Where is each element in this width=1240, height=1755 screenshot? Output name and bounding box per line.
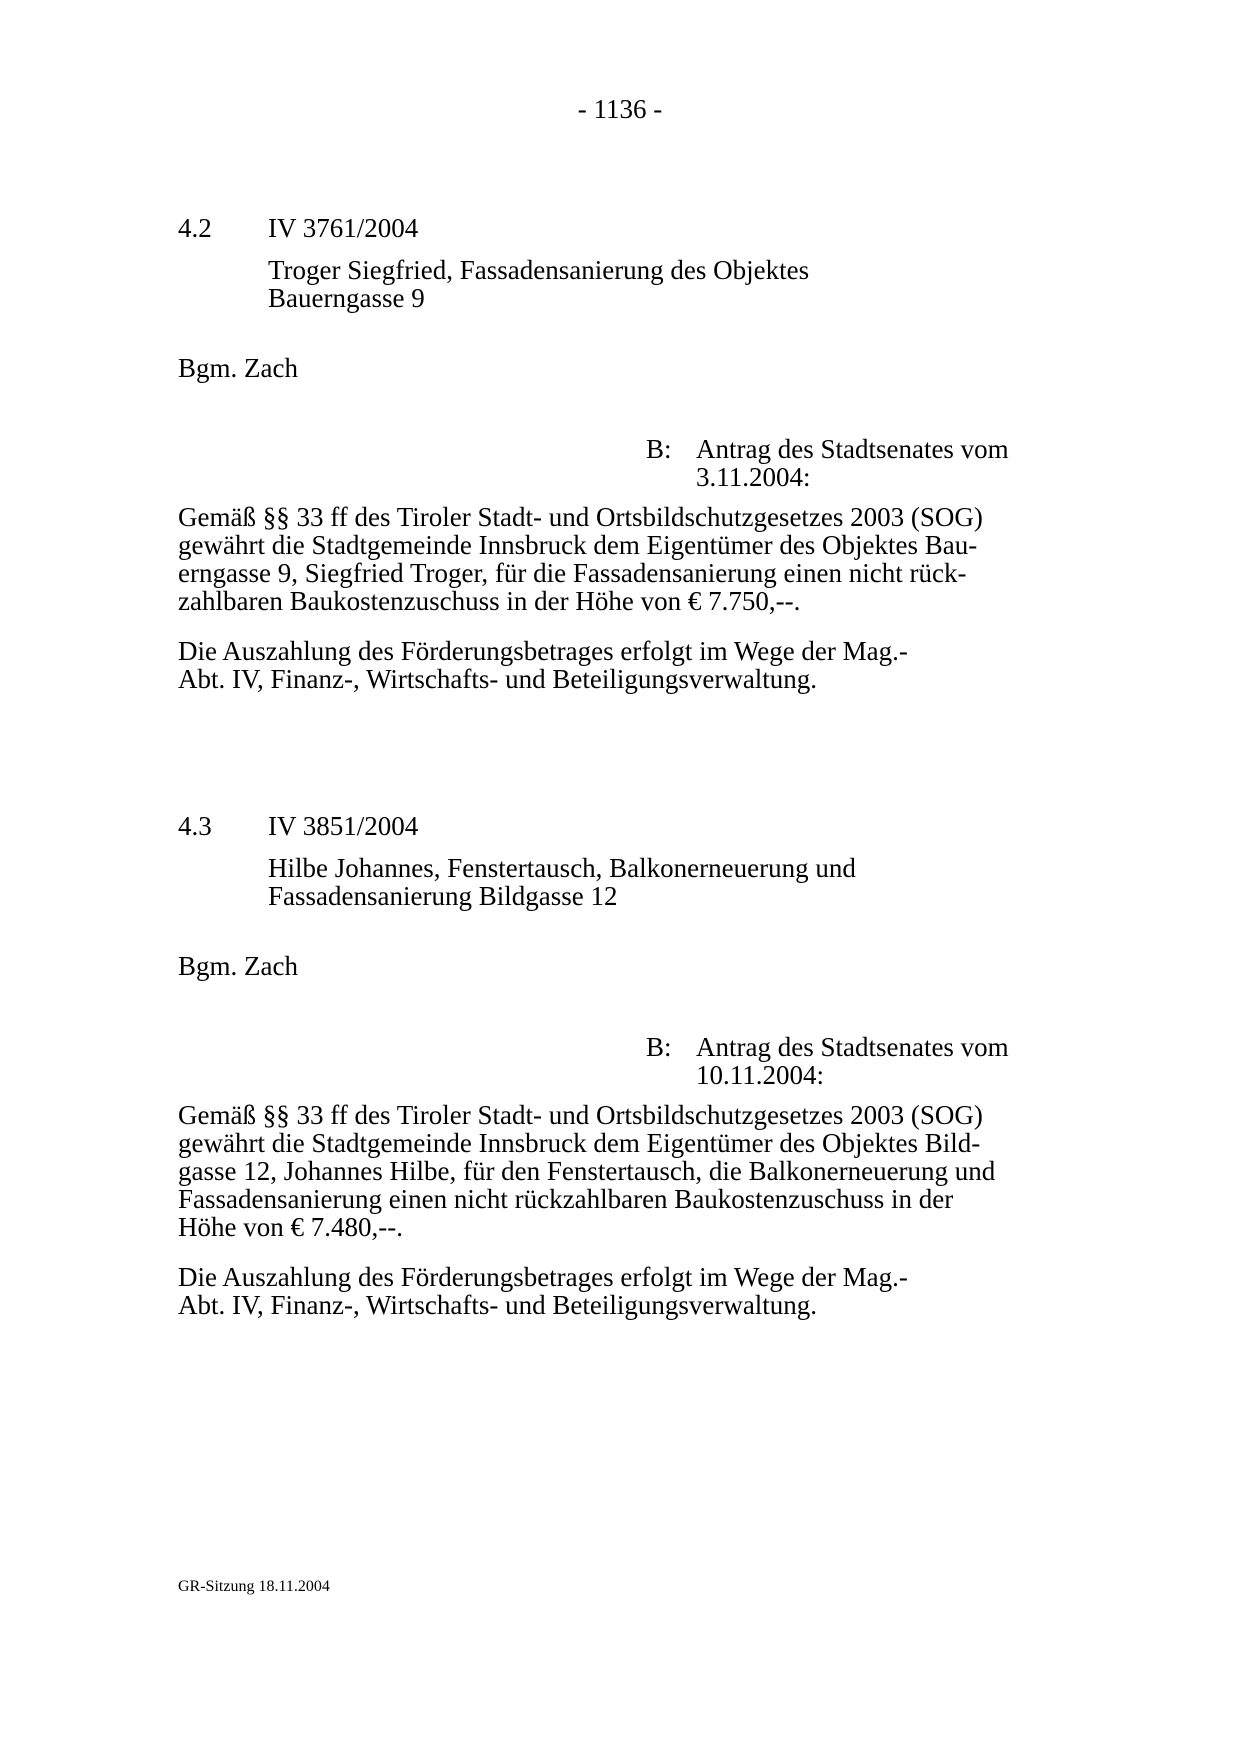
item-title [268, 256, 968, 312]
resolution-text: Antrag des Stadtsenates vom [696, 1032, 1009, 1062]
paragraph-line: Abt. IV, Finanz-, Wirtschafts- und Beteiligungsverwaltung. [178, 664, 818, 694]
footer-session: GR-Sitzung 18.11.2004 [178, 1578, 330, 1595]
paragraph-line: Gemäß §§ 33 ff des Tiroler Stadt- und Ortsbildschutzgesetzes 2003 (SOG) [178, 502, 983, 532]
resolution-paragraph [178, 1101, 1064, 1241]
paragraph-line: gasse 12, Johannes Hilbe, für den Fenstertausch, die Balkonerneuerung und [178, 1156, 996, 1186]
speaker: Bgm. Zach [178, 951, 298, 981]
paragraph-line: Die Auszahlung des Förderungsbetrages erfolgt im Wege der Mag.- [178, 1262, 908, 1292]
resolution-label: B: [646, 434, 672, 464]
paragraph-line: Gemäß §§ 33 ff des Tiroler Stadt- und Ortsbildschutzgesetzes 2003 (SOG) [178, 1100, 983, 1130]
title-line: Bauerngasse 9 [268, 283, 425, 313]
item-number: 4.3 [178, 811, 212, 841]
title-line: Fassadensanierung Bildgasse 12 [268, 881, 618, 911]
speaker: Bgm. Zach [178, 353, 298, 383]
paragraph-line: Die Auszahlung des Förderungsbetrages erfolgt im Wege der Mag.- [178, 636, 908, 666]
paragraph-line: gewährt die Stadtgemeinde Innsbruck dem Eigentümer des Objektes Bild- [178, 1128, 981, 1158]
title-line: Hilbe Johannes, Fenstertausch, Balkonerneuerung und [268, 853, 856, 883]
paragraph-line: Fassadensanierung einen nicht rückzahlbaren Baukostenzuschuss in der [178, 1184, 954, 1214]
payment-paragraph [178, 1263, 1064, 1319]
title-line: Troger Siegfried, Fassadensanierung des Objektes [268, 255, 810, 285]
item-title [268, 854, 968, 910]
item-id: IV 3761/2004 [268, 213, 419, 243]
item-id: IV 3851/2004 [268, 811, 419, 841]
paragraph-line: zahlbaren Baukostenzuschuss in der Höhe von € 7.750,--. [178, 586, 801, 616]
item-number: 4.2 [178, 213, 212, 243]
page-number: - 1136 - [577, 94, 663, 124]
resolution [646, 435, 1066, 491]
resolution-label: B: [646, 1032, 672, 1062]
paragraph-line: gewährt die Stadtgemeinde Innsbruck dem Eigentümer des Objektes Bau- [178, 530, 978, 560]
resolution-text: Antrag des Stadtsenates vom [696, 434, 1009, 464]
payment-paragraph [178, 637, 1064, 693]
paragraph-line: Abt. IV, Finanz-, Wirtschafts- und Beteiligungsverwaltung. [178, 1290, 818, 1320]
paragraph-line: Höhe von € 7.480,--. [178, 1212, 403, 1242]
resolution-date: 3.11.2004: [696, 462, 811, 492]
resolution-date: 10.11.2004: [696, 1060, 824, 1090]
paragraph-line: erngasse 9, Siegfried Troger, für die Fassadensanierung einen nicht rück- [178, 558, 967, 588]
resolution-paragraph [178, 503, 1064, 615]
resolution [646, 1033, 1066, 1089]
